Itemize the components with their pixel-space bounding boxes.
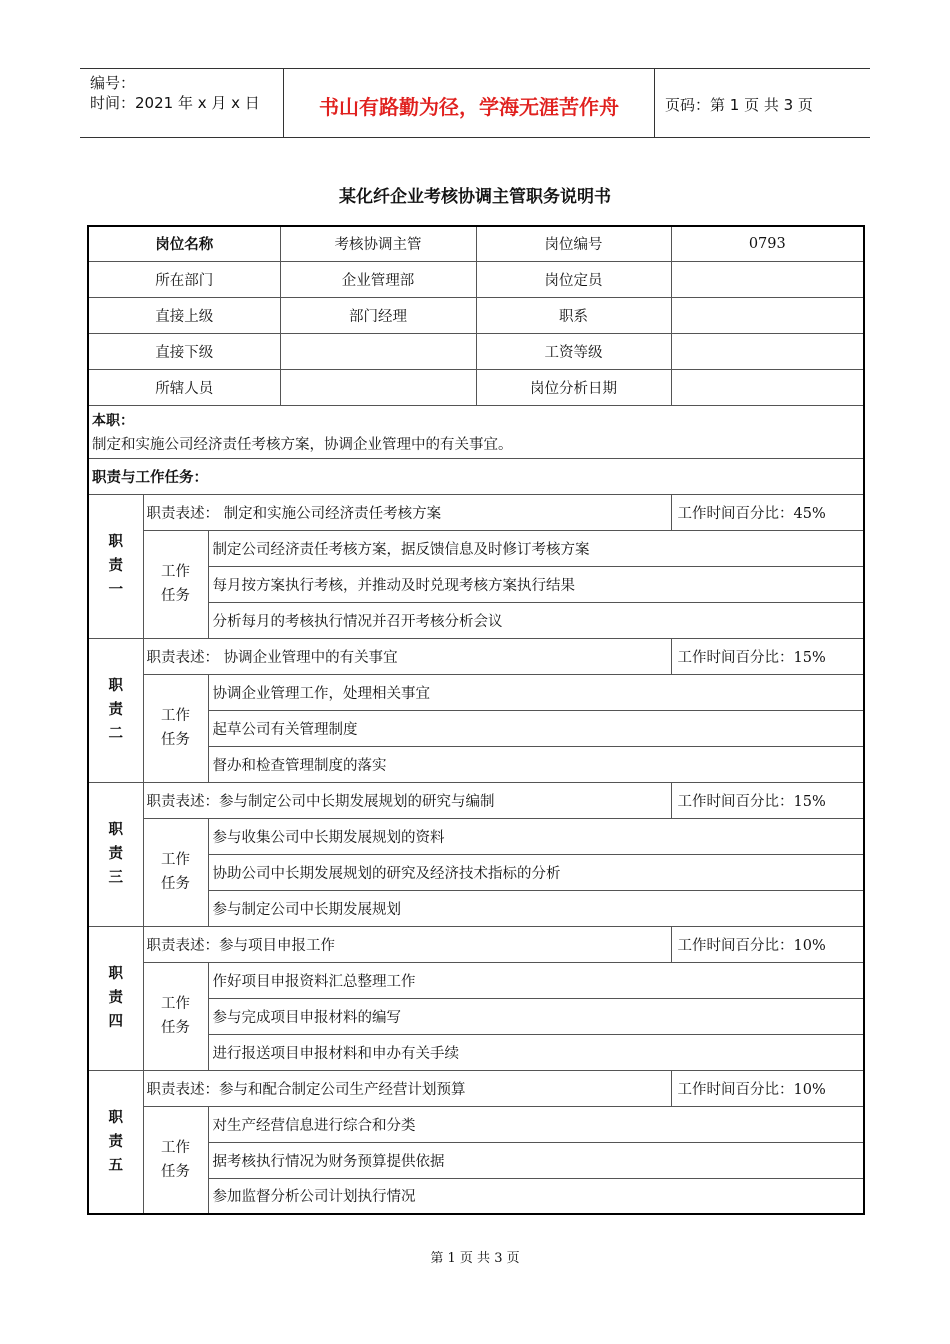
info-label: 所辖人员 [88, 369, 280, 405]
task-item: 起草公司有关管理制度 [208, 710, 864, 746]
document-date: 时间：2021 年 x 月 x 日 [90, 94, 260, 112]
info-value: 考核协调主管 [280, 226, 476, 261]
info-row [88, 261, 864, 297]
info-label: 所在部门 [88, 261, 280, 297]
work-task-label [143, 818, 208, 926]
duty-label-text: 职责五 [108, 1109, 123, 1174]
info-value: 部门经理 [280, 297, 476, 333]
work-task-label-text: 工作任务 [161, 1139, 190, 1180]
duty-summary-heading: 本职： [92, 412, 134, 429]
info-label: 岗位编号 [476, 226, 671, 261]
work-task-label-text: 工作任务 [161, 996, 190, 1036]
duty-time-percentage: 工作时间百分比：10% [671, 1070, 864, 1106]
info-value [280, 369, 476, 405]
task-item: 制定公司经济责任考核方案，据反馈信息及时修订考核方案 [208, 530, 864, 566]
duty-time-percentage: 工作时间百分比：45% [671, 494, 864, 530]
duty-summary-row [88, 405, 864, 458]
document-number: 编号： [90, 74, 136, 92]
duty-row [88, 494, 864, 530]
page-header [80, 68, 870, 138]
info-value [671, 333, 864, 369]
duty-label [88, 638, 143, 782]
job-description-table [87, 225, 865, 1215]
task-row [88, 530, 864, 566]
task-row [88, 962, 864, 998]
header-meta [90, 73, 260, 113]
duty-label-text: 职责一 [108, 534, 123, 598]
work-task-label-text: 工作任务 [161, 564, 190, 604]
tasks-heading-row [88, 458, 864, 494]
info-value [671, 369, 864, 405]
info-label: 直接上级 [88, 297, 280, 333]
task-item: 督办和检查管理制度的落实 [208, 746, 864, 782]
duty-label-text: 职责四 [108, 966, 123, 1030]
task-item: 作好项目申报资料汇总整理工作 [208, 962, 864, 998]
task-item: 参加监督分析公司计划执行情况 [208, 1178, 864, 1214]
header-motto: 书山有路勤为径，学海无涯苦作舟 [319, 95, 619, 119]
info-label: 岗位定员 [476, 261, 671, 297]
task-item: 参与完成项目申报材料的编写 [208, 998, 864, 1034]
duty-row [88, 1070, 864, 1106]
info-value [671, 297, 864, 333]
work-task-label-text: 工作任务 [161, 852, 190, 892]
info-row [88, 369, 864, 405]
task-row [88, 818, 864, 854]
duty-time-percentage: 工作时间百分比：15% [671, 782, 864, 818]
duty-row [88, 638, 864, 674]
duty-label [88, 782, 143, 926]
info-label: 岗位名称 [88, 226, 280, 261]
duty-summary [88, 405, 864, 458]
work-task-label [143, 674, 208, 782]
page-footer: 第 1 页 共 3 页 [430, 1251, 520, 1266]
task-row [88, 674, 864, 710]
info-label: 岗位分析日期 [476, 369, 671, 405]
duty-time-percentage: 工作时间百分比：10% [671, 926, 864, 962]
header-page-number: 页码：第 1 页 共 3 页 [665, 96, 813, 114]
duty-label [88, 494, 143, 638]
work-task-label [143, 962, 208, 1070]
duty-description: 职责表述： 制定和实施公司经济责任考核方案 [143, 494, 671, 530]
info-row [88, 226, 864, 261]
header-divider [654, 69, 655, 137]
task-item: 参与制定公司中长期发展规划 [208, 890, 864, 926]
info-value: 0793 [671, 226, 864, 261]
task-item: 分析每月的考核执行情况并召开考核分析会议 [208, 602, 864, 638]
info-value [671, 261, 864, 297]
duty-label-text: 职责三 [108, 822, 123, 886]
duty-summary-text: 制定和实施公司经济责任考核方案，协调企业管理中的有关事宜。 [92, 436, 513, 453]
tasks-heading: 职责与工作任务： [88, 458, 864, 494]
duty-description: 职责表述： 协调企业管理中的有关事宜 [143, 638, 671, 674]
info-row [88, 297, 864, 333]
work-task-label [143, 530, 208, 638]
duty-label [88, 926, 143, 1070]
duty-description: 职责表述：参与制定公司中长期发展规划的研究与编制 [143, 782, 671, 818]
task-item: 协调企业管理工作，处理相关事宜 [208, 674, 864, 710]
info-label: 工资等级 [476, 333, 671, 369]
info-row [88, 333, 864, 369]
duty-time-percentage: 工作时间百分比：15% [671, 638, 864, 674]
duty-description: 职责表述：参与项目申报工作 [143, 926, 671, 962]
task-item: 每月按方案执行考核，并推动及时兑现考核方案执行结果 [208, 566, 864, 602]
info-value [280, 333, 476, 369]
work-task-label-text: 工作任务 [161, 708, 190, 748]
task-item: 参与收集公司中长期发展规划的资料 [208, 818, 864, 854]
duty-row [88, 782, 864, 818]
info-value: 企业管理部 [280, 261, 476, 297]
document-title: 某化纤企业考核协调主管职务说明书 [339, 187, 611, 207]
task-item: 进行报送项目申报材料和申办有关手续 [208, 1034, 864, 1070]
info-label: 直接下级 [88, 333, 280, 369]
duty-description: 职责表述：参与和配合制定公司生产经营计划预算 [143, 1070, 671, 1106]
task-row [88, 1106, 864, 1142]
task-item: 协助公司中长期发展规划的研究及经济技术指标的分析 [208, 854, 864, 890]
task-item: 对生产经营信息进行综合和分类 [208, 1106, 864, 1142]
task-item: 据考核执行情况为财务预算提供依据 [208, 1142, 864, 1178]
duty-label-text: 职责二 [108, 678, 123, 742]
work-task-label [143, 1106, 208, 1214]
duty-row [88, 926, 864, 962]
info-label: 职系 [476, 297, 671, 333]
duty-label [88, 1070, 143, 1214]
